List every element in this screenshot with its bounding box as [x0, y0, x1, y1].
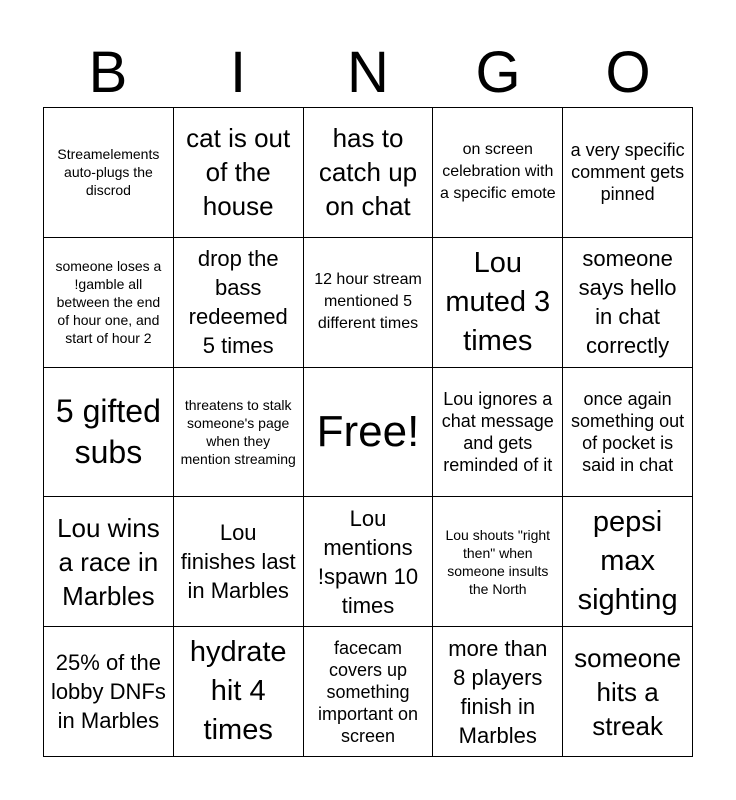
- cell-text: has to catch up on chat: [318, 123, 418, 222]
- bingo-cell[interactable]: [44, 238, 174, 368]
- header-letter-g: G: [475, 40, 521, 105]
- bingo-header: [43, 38, 693, 108]
- cell-text: someone says hello in chat correctly: [578, 246, 677, 359]
- bingo-cell[interactable]: [563, 497, 693, 627]
- bingo-cell[interactable]: [44, 497, 174, 627]
- bingo-cell[interactable]: [563, 368, 693, 498]
- bingo-cell[interactable]: [44, 108, 174, 238]
- cell-text: Lou ignores a chat message and gets reminded of it: [441, 388, 554, 475]
- bingo-cell[interactable]: [304, 627, 434, 757]
- cell-text: 12 hour stream mentioned 5 different times: [314, 271, 422, 333]
- cell-text: Streamelements auto-plugs the discrod: [57, 146, 160, 199]
- bingo-cell[interactable]: [433, 368, 563, 498]
- cell-text: more than 8 players finish in Marbles: [448, 635, 548, 748]
- cell-text: 5 gifted subs: [55, 392, 161, 470]
- bingo-cell[interactable]: [433, 238, 563, 368]
- bingo-cell[interactable]: [563, 108, 693, 238]
- header-letter-b: B: [88, 40, 128, 105]
- bingo-cell[interactable]: [174, 108, 304, 238]
- cell-text: hydrate hit 4 times: [189, 636, 287, 747]
- bingo-cell[interactable]: [304, 108, 434, 238]
- cell-text: facecam covers up something important on screen: [317, 637, 419, 746]
- cell-text: someone loses a !gamble all between the end of hour one, and start of hour 2: [55, 258, 162, 347]
- free-space-text: Free!: [316, 406, 420, 456]
- cell-text: 25% of the lobby DNFs in Marbles: [50, 650, 166, 734]
- bingo-cell[interactable]: [44, 368, 174, 498]
- header-letter-n: N: [347, 40, 389, 105]
- bingo-cell[interactable]: [174, 627, 304, 757]
- cell-text: Lou shouts "right then" when someone insults the North: [445, 526, 551, 597]
- bingo-grid: [43, 107, 693, 757]
- bingo-cell[interactable]: [44, 627, 174, 757]
- cell-text: Lou muted 3 times: [445, 246, 551, 357]
- cell-text: threatens to stalk someone's page when they mention streaming: [180, 396, 296, 467]
- bingo-cell[interactable]: [433, 627, 563, 757]
- bingo-cell[interactable]: [174, 497, 304, 627]
- bingo-cell[interactable]: [433, 108, 563, 238]
- header-letter-i: I: [229, 40, 247, 105]
- bingo-cell[interactable]: [304, 238, 434, 368]
- cell-text: Lou finishes last in Marbles: [180, 520, 296, 604]
- cell-text: on screen celebration with a specific emote: [439, 141, 556, 203]
- bingo-cell[interactable]: [174, 238, 304, 368]
- free-space-cell[interactable]: [304, 368, 434, 498]
- cell-text: drop the bass redeemed 5 times: [188, 246, 288, 359]
- cell-text: Lou mentions !spawn 10 times: [317, 505, 419, 618]
- cell-text: pepsi max sighting: [577, 506, 678, 617]
- bingo-cell[interactable]: [174, 368, 304, 498]
- bingo-cell[interactable]: [563, 627, 693, 757]
- header-letter-o: O: [605, 40, 651, 105]
- bingo-cell[interactable]: [433, 497, 563, 627]
- cell-text: a very specific comment gets pinned: [570, 140, 685, 205]
- cell-text: once again something out of pocket is said in chat: [571, 388, 685, 475]
- cell-text: Lou wins a race in Marbles: [57, 512, 160, 611]
- cell-text: someone hits a streak: [574, 642, 682, 741]
- bingo-cell[interactable]: [304, 497, 434, 627]
- cell-text: cat is out of the house: [186, 123, 291, 222]
- bingo-cell[interactable]: [563, 238, 693, 368]
